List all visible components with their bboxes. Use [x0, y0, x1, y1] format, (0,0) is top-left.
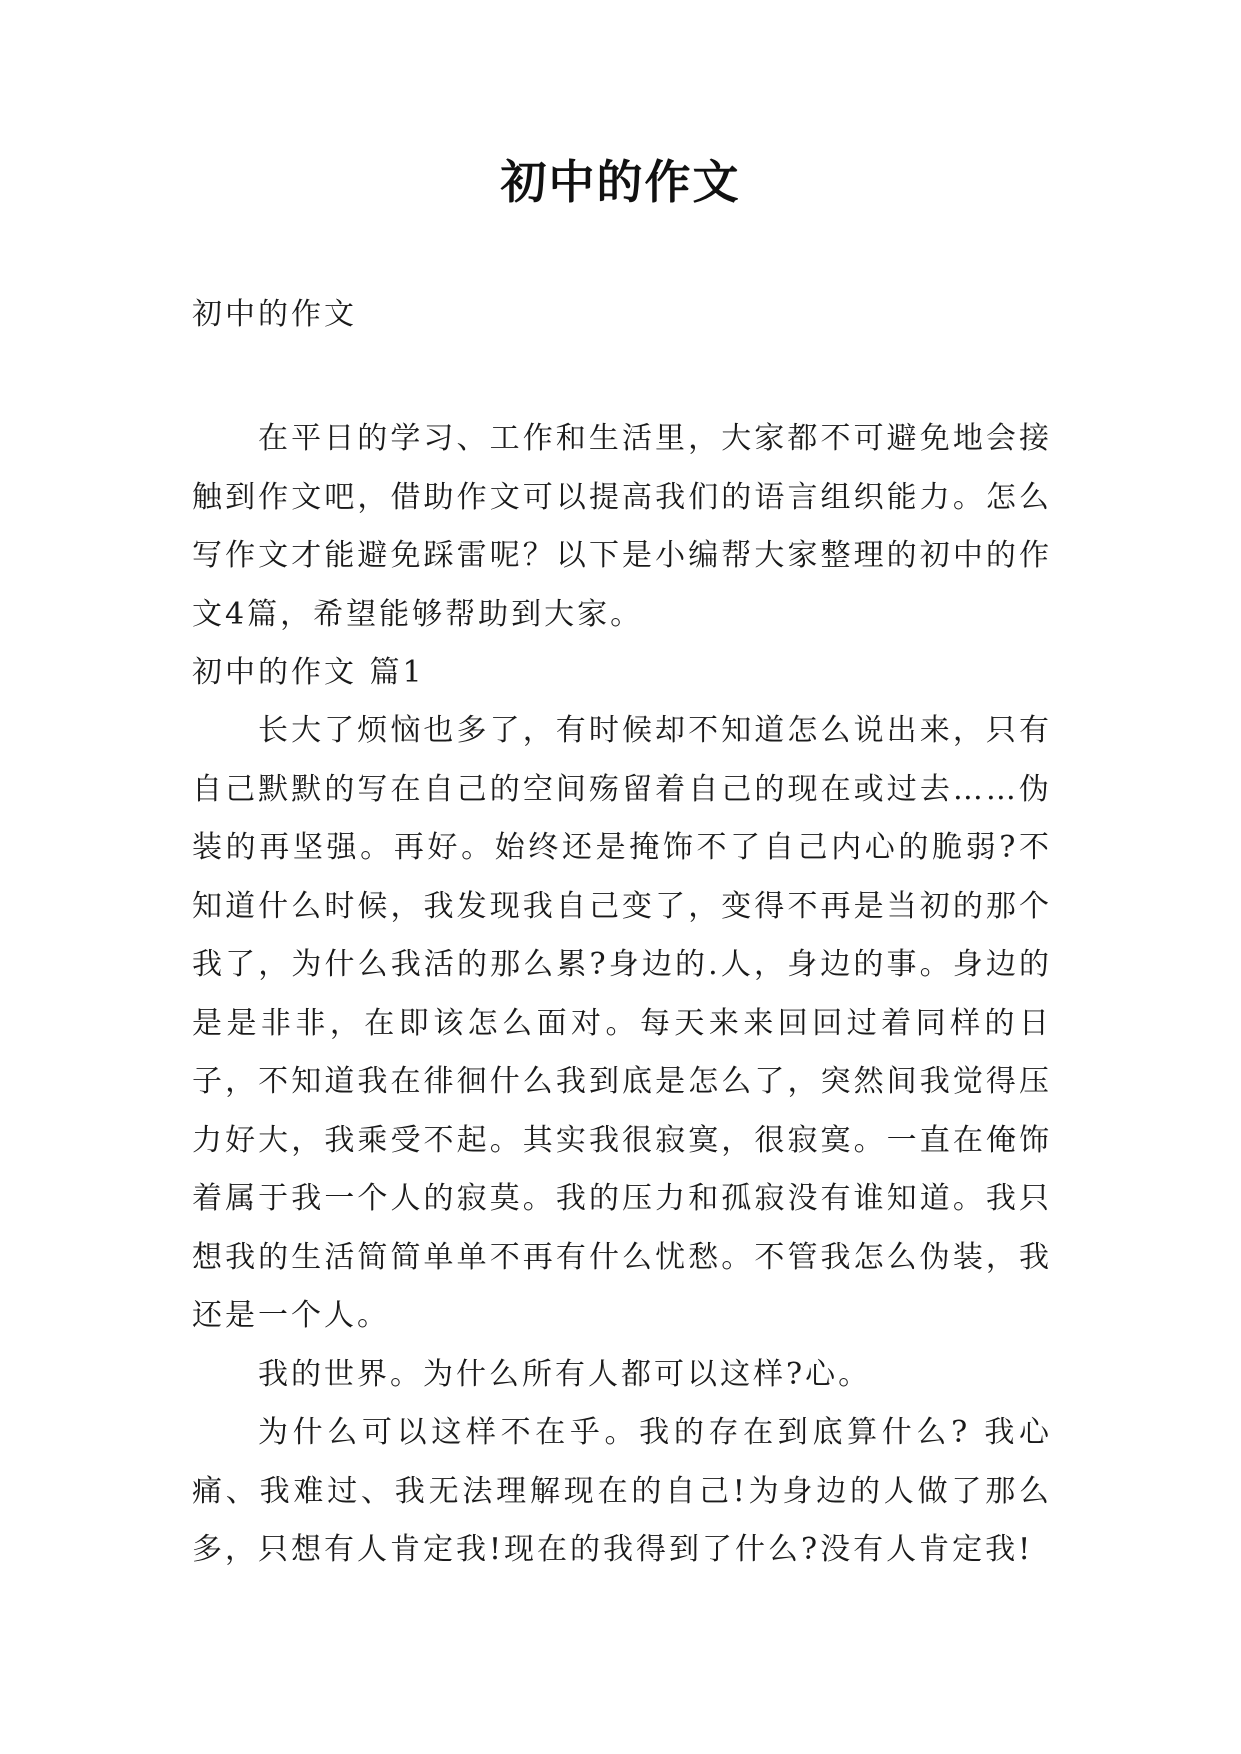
section-heading: 初中的作文 篇1 [192, 655, 425, 690]
intro-paragraph: 在平日的学习、工作和生活里，大家都不可避免地会接触到作文吧，借助作文可以提高我们的语言组织能力。怎么写作文才能避免踩雷呢？以下是小编帮大家整理的初中的作文4篇，希望能够帮助到大家。 [192, 421, 1052, 632]
document-body [192, 286, 1052, 1580]
body-paragraph-2: 我的世界。为什么所有人都可以这样?心。 [258, 1356, 872, 1392]
body-paragraph-1: 长大了烦恼也多了，有时候却不知道怎么说出来，只有自己默默的写在自己的空间殇留着自己的现在或过去……伪装的再坚强。再好。始终还是掩饰不了自己内心的脆弱?不知道什么时候，我发现我自己变了，变得不再是当初的那个我了，为什么我活的那么累?身边的.人，身边的事。身边的是是非非，在即该怎么面对。每天来来回回过着同样的日子，不知道我在徘徊什么我到底是怎么了，突然间我觉得压力好大，我乘受不起。其实我很寂寞，很寂寞。一直在俺饰着属于我一个人的寂莫。我的压力和孤寂没有谁知道。我只想我的生活简简单单不再有什么忧愁。不管我怎么伪装，我还是一个人。 [192, 713, 1052, 1333]
body-paragraph-3: 为什么可以这样不在乎。我的存在到底算什么? 我心痛、我难过、我无法理解现在的自己!为身边的人做了那么多，只想有人肯定我!现在的我得到了什么?没有人肯定我! [192, 1415, 1052, 1567]
document-title: 初中的作文 [500, 155, 741, 209]
document-subtitle: 初中的作文 [192, 297, 357, 332]
